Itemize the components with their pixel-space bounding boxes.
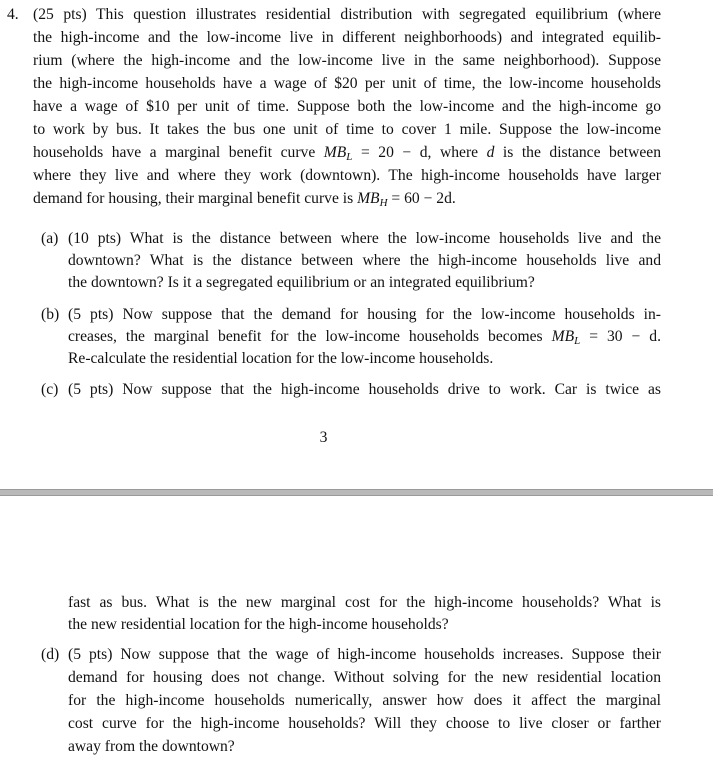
math-mb: MB [551, 328, 575, 345]
question-text-line: the high-income households have a wage of $20 per unit of time, the low-income households [33, 75, 661, 92]
text-fragment: . [657, 328, 661, 345]
part-a-text-line: the downtown? Is it a segregated equilibrium or an integrated equilibrium? [68, 274, 535, 291]
part-b-text-line [68, 327, 661, 351]
part-b-label: (b) [41, 306, 60, 323]
math-equation: = 20 − d [352, 144, 428, 161]
question-text-line: where they live and where they work (downtown). The high-income households have larger [33, 167, 661, 184]
part-b-text-line: Re-calculate the residential location for the low-income households. [68, 350, 494, 367]
part-d-text-line: away from the downtown? [68, 738, 235, 755]
question-number: 4. [7, 6, 19, 23]
math-subscript: L [346, 151, 353, 163]
question-text-line: rium (where the high-income and the low-income live in the same neighborhood). Suppose [33, 52, 661, 69]
part-d-text-line: demand for housing does not change. Without solving for the new residential location [68, 669, 661, 686]
part-a-label: (a) [41, 230, 59, 247]
part-d-text-line: for the high-income households numerically, answer how does it affect the marginal [68, 692, 661, 709]
math-d: d [486, 144, 495, 161]
text-fragment: households have a marginal benefit curve [33, 144, 324, 161]
math-subscript: H [379, 197, 388, 209]
question-text-line: have a wage of $10 per unit of time. Suppose both the low-income and the high-income go [33, 98, 661, 115]
part-b-text-line: (5 pts) Now suppose that the demand for housing for the low-income households in- [68, 306, 661, 323]
part-d-label: (d) [41, 646, 60, 663]
math-equation: = 60 − 2d [387, 190, 452, 207]
text-fragment: demand for housing, their marginal benefit curve is [33, 190, 358, 207]
math-equation: = 30 − d [580, 328, 658, 345]
part-a-text-line: (10 pts) What is the distance between where the low-income households live and the [68, 230, 661, 247]
question-text-line [33, 143, 661, 167]
part-a-text-line: downtown? What is the distance between where the high-income households live and [68, 252, 661, 269]
math-subscript: L [574, 335, 581, 347]
question-text-line [33, 189, 456, 213]
part-d-text-line: (5 pts) Now suppose that the wage of high-income households increases. Suppose their [68, 646, 661, 663]
math-mb: MB [323, 144, 347, 161]
question-text-line: (25 pts) This question illustrates residential distribution with segregated equilibrium (where [33, 6, 661, 23]
text-fragment: , where [427, 144, 487, 161]
question-text-line: to work by bus. It takes the bus one unit of time to cover 1 mile. Suppose the low-income [33, 121, 661, 138]
text-fragment: creases, the marginal benefit for the low-income households becomes [68, 328, 552, 345]
part-d-text-line: cost curve for the high-income households? Will they choose to live closer or farther [68, 715, 661, 732]
part-c-text-line: (5 pts) Now suppose that the high-income households drive to work. Car is twice as [68, 381, 661, 398]
page-break-divider [0, 489, 713, 496]
page-number: 3 [319, 429, 328, 446]
math-mb: MB [357, 190, 380, 207]
part-c-label: (c) [41, 381, 59, 398]
text-fragment: . [451, 190, 456, 207]
part-c-text-line: fast as bus. What is the new marginal cost for the high-income households? What is [68, 594, 661, 611]
question-text-line: the high-income and the low-income live in different neighborhoods) and integrated equilib- [33, 29, 661, 46]
part-c-text-line: the new residential location for the high-income households? [68, 616, 449, 633]
text-fragment: is the distance between [494, 144, 662, 161]
